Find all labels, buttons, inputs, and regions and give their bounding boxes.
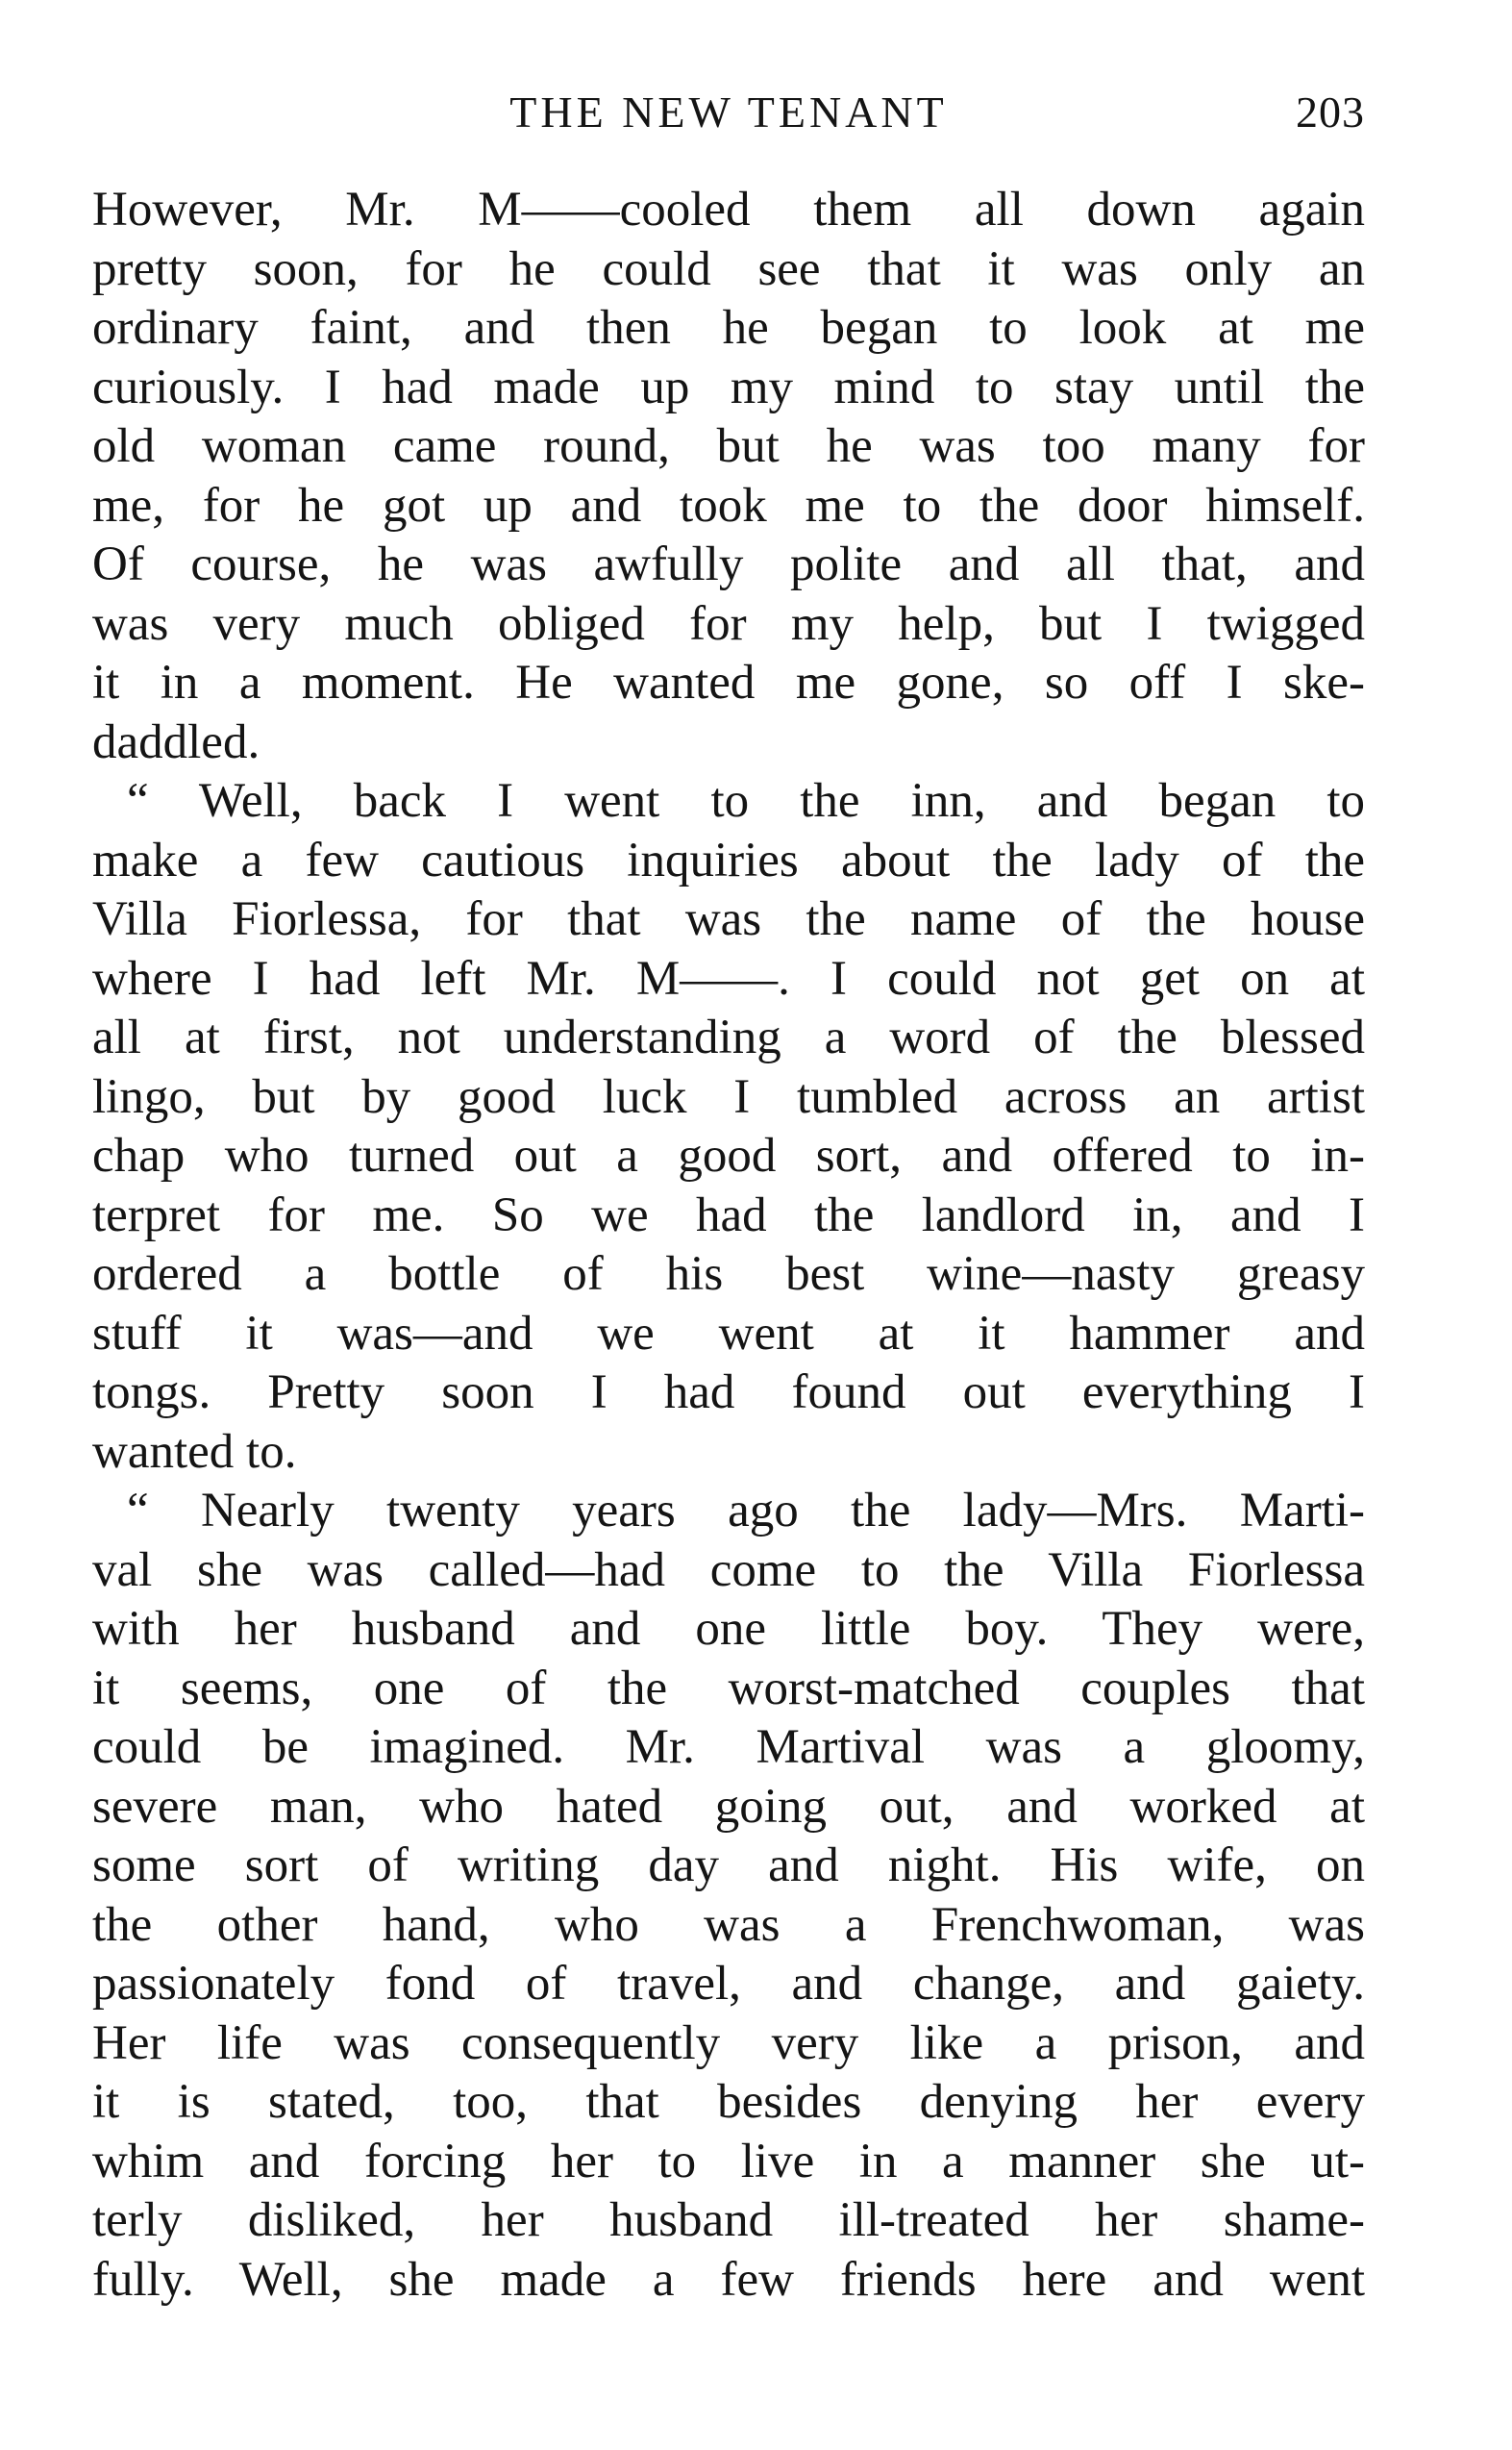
- text-line: some sort of writing day and night. His wife, on: [92, 1838, 1365, 1892]
- text-line: it in a moment. He wanted me gone, so off I ske-: [92, 656, 1365, 710]
- text-line: lingo, but by good luck I tumbled across an artist: [92, 1069, 1365, 1124]
- body-text: [92, 181, 1365, 2310]
- text-line: chap who turned out a good sort, and offered to in-: [92, 1129, 1365, 1183]
- text-line: make a few cautious inquiries about the lady of the: [92, 833, 1365, 888]
- text-line: me, for he got up and took me to the door himself.: [92, 478, 1365, 533]
- text-line: daddled.: [92, 714, 260, 769]
- text-line: Of course, he was awfully polite and all that, and: [92, 538, 1365, 591]
- text-line: stuff it was—and we went at it hammer and: [92, 1306, 1365, 1361]
- text-line: wanted to.: [92, 1424, 297, 1479]
- text-line: curiously. I had made up my mind to stay until the: [92, 360, 1365, 414]
- text-line: “ Nearly twenty years ago the lady—Mrs. Marti-: [127, 1484, 1365, 1538]
- text-line: terly disliked, her husband ill-treated her shame-: [92, 2193, 1365, 2247]
- text-line: “ Well, back I went to the inn, and began to: [127, 774, 1365, 828]
- page-number: 203: [1296, 88, 1365, 137]
- text-line: fully. Well, she made a few friends here and went: [92, 2252, 1365, 2307]
- text-line: was very much obliged for my help, but I twigged: [92, 596, 1365, 651]
- text-line: terpret for me. So we had the landlord in, and I: [92, 1188, 1365, 1242]
- text-line: with her husband and one little boy. They were,: [92, 1602, 1365, 1656]
- text-line: passionately fond of travel, and change, and gaiety.: [92, 1957, 1365, 2011]
- text-line: severe man, who hated going out, and worked at: [92, 1779, 1365, 1834]
- text-line: ordered a bottle of his best wine—nasty greasy: [92, 1247, 1365, 1301]
- text-line: could be imagined. Mr. Martival was a gloomy,: [92, 1720, 1365, 1774]
- text-line: it is stated, too, that besides denying her every: [92, 2075, 1365, 2129]
- text-line: it seems, one of the worst-matched couples that: [92, 1661, 1365, 1715]
- text-line: where I had left Mr. M——. I could not get on at: [92, 951, 1365, 1006]
- text-line: Her life was consequently very like a prison, and: [92, 2015, 1365, 2070]
- text-line: pretty soon, for he could see that it was only an: [92, 241, 1365, 296]
- text-line: old woman came round, but he was too many for: [92, 419, 1365, 473]
- text-line: val she was called—had come to the Villa Fiorlessa: [92, 1542, 1365, 1597]
- text-line: the other hand, who was a Frenchwoman, was: [92, 1897, 1365, 1952]
- text-line: ordinary faint, and then he began to look at me: [92, 301, 1365, 355]
- text-line: tongs. Pretty soon I had found out everything I: [92, 1365, 1365, 1419]
- text-line: whim and forcing her to live in a manner she ut-: [92, 2134, 1365, 2188]
- text-line: Villa Fiorlessa, for that was the name of the house: [92, 892, 1365, 946]
- text-line: all at first, not understanding a word of the blessed: [92, 1011, 1365, 1064]
- running-head: [92, 79, 1365, 146]
- running-title: THE NEW TENANT: [509, 88, 948, 137]
- text-line: However, Mr. M——cooled them all down again: [92, 183, 1365, 237]
